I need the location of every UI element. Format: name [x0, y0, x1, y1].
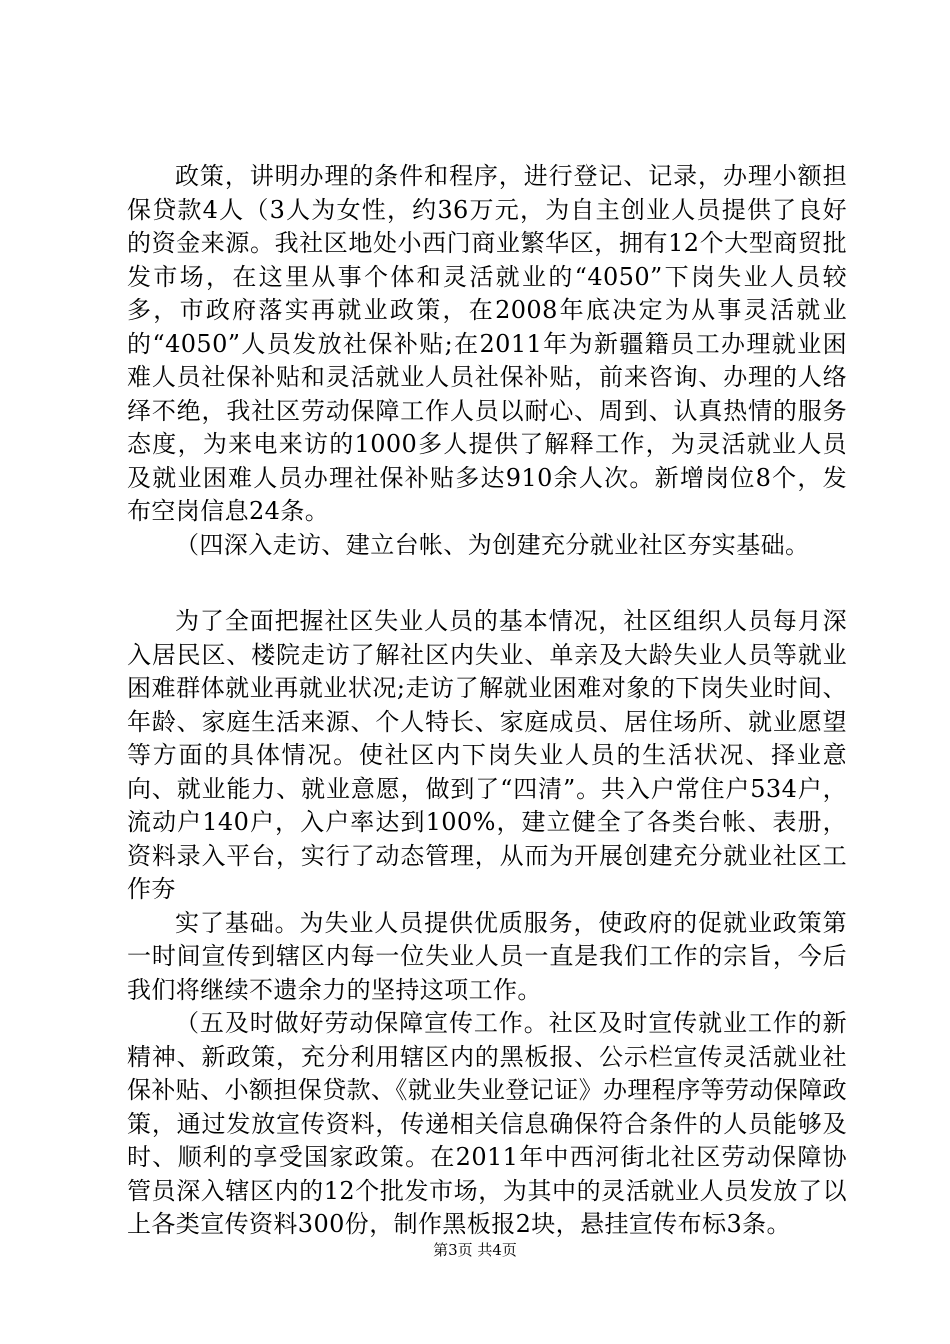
paragraph-publicity: （五及时做好劳动保障宣传工作。社区及时宣传就业工作的新精神、新政策，充分利用辖区内的黑板报、公示栏宣传灵活就业社保补贴、小额担保贷款、《就业失业登记证》办理程序等劳动保障政策，通过发放宣传资料，传递相关信息确保符合条件的人员能够及时、顺利的享受国家政策。在2011年中西河街北社区劳动保障协管员深入辖区内的12个批发市场，为其中的灵活就业人员发放了以上各类宣传资料300份，制作黑板报2块，悬挂宣传布标3条。 — [127, 1009, 847, 1238]
document-body — [127, 160, 847, 1242]
section-heading-4: （四深入走访、建立台帐、为创建充分就业社区夯实基础。 — [175, 530, 810, 559]
page-number: 第3页 共4页 — [433, 1241, 517, 1259]
paragraph-visits: 为了全面把握社区失业人员的基本情况，社区组织人员每月深入居民区、楼院走访了解社区内失业、单亲及大龄失业人员等就业困难群体就业再就业状况;走访了解就业困难对象的下岗失业时间、年龄、家庭生活来源、个人特长、家庭成员、居住场所、就业愿望等方面的具体情况。使社区内下岗失业人员的生活状况、择业意向、就业能力、就业意愿，做到了“四清”。共入户常住户534户，流动户140户，入户率达到100%，建立健全了各类台帐、表册，资料录入平台，实行了动态管理，从而为开展创建充分就业社区工作夯 — [127, 607, 847, 903]
paragraph-service-goal: 实了基础。为失业人员提供优质服务，使政府的促就业政策第一时间宣传到辖区内每一位失业人员一直是我们工作的宗旨，今后我们将继续不遗余力的坚持这项工作。 — [127, 908, 847, 1004]
section-spacer — [127, 562, 847, 605]
paragraph-policy-handling: 政策，讲明办理的条件和程序，进行登记、记录，办理小额担保贷款4人（3人为女性，约36万元，为自主创业人员提供了良好的资金来源。我社区地处小西门商业繁华区，拥有12个大型商贸批发市场，在这里从事个体和灵活就业的“4050”下岗失业人员较多，市政府落实再就业政策，在2008年底决定为从事灵活就业的“4050”人员发放社保补贴;在2011年为新疆籍员工办理就业困难人员社保补贴和灵活就业人员社保补贴，前来咨询、办理的人络绎不绝，我社区劳动保障工作人员以耐心、周到、认真热情的服务态度，为来电来访的1000多人提供了解释工作，为灵活就业人员及就业困难人员办理社保补贴多达910余人次。新增岗位8个，发布空岗信息24条。 — [127, 162, 847, 525]
